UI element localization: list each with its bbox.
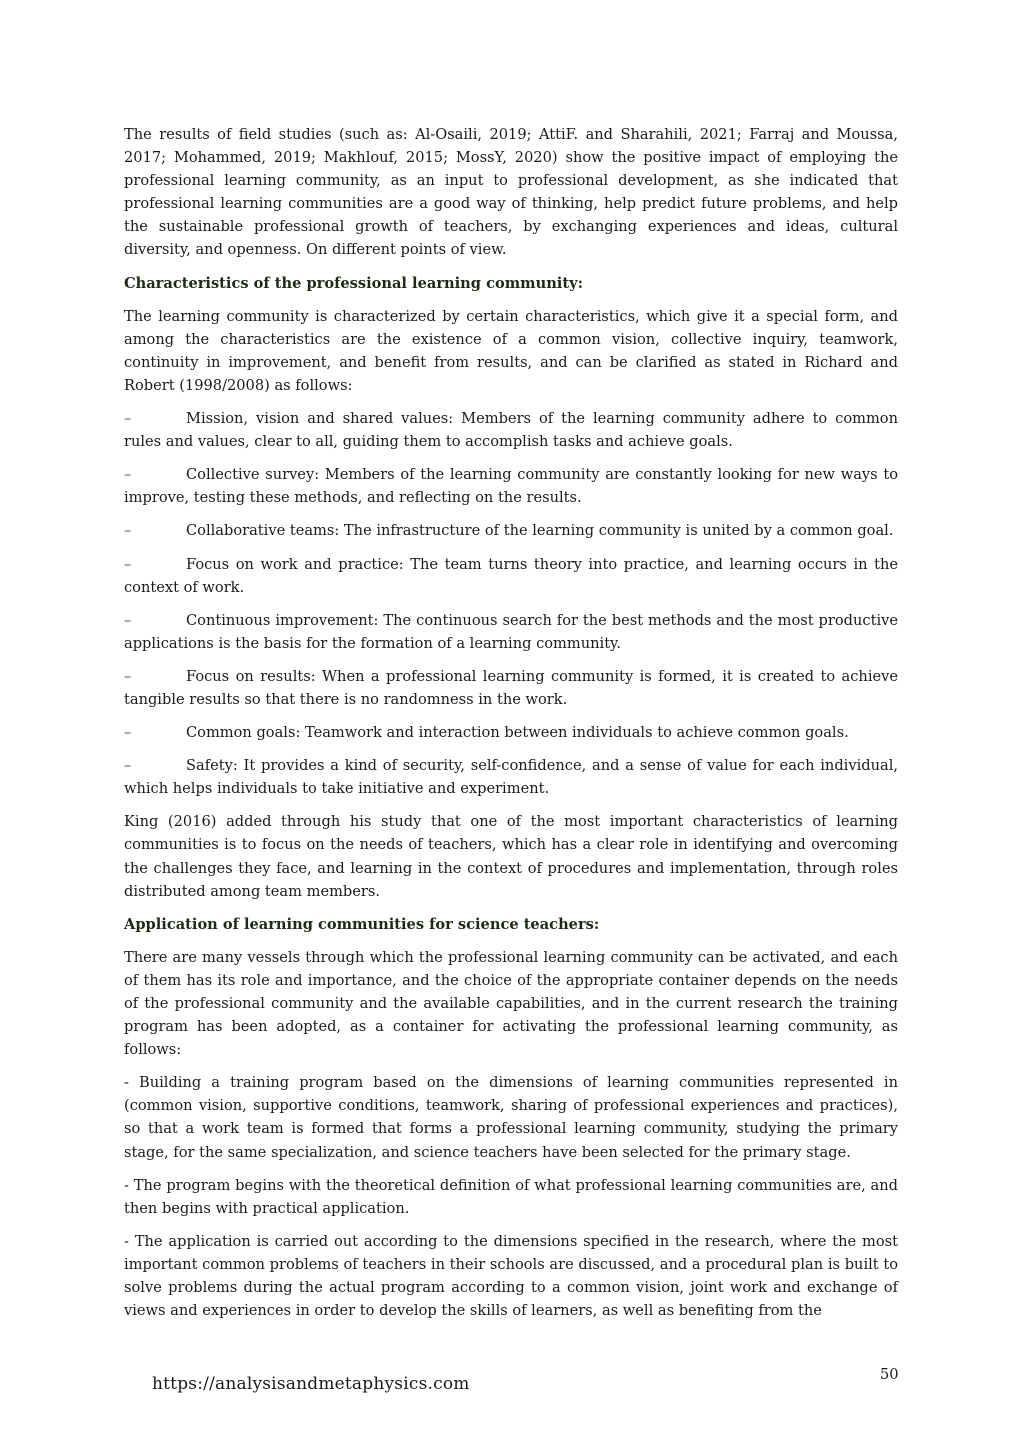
heading-characteristics: Characteristics of the professional learning community:: [124, 274, 583, 292]
list-item: [124, 665, 898, 711]
list-item: [124, 721, 898, 744]
list-item: [124, 519, 898, 542]
intro-paragraph: The results of field studies (such as: Al-Osaili, 2019; AttiF. and Sharahili, 2021; Farraj and Moussa, 2017; Mohammed, 2019; Makhlouf, 2015; MossY, 2020) show the positive impact of employing the professional learning community, as an input to professional development, as she indicated that professional learning communities are a good way of thinking, help predict future problems, and help the sustainable professional growth of teachers, by exchanging experiences and ideas, cultural diversity, and openness. On different points of view.: [124, 126, 898, 259]
list-item: [124, 553, 898, 599]
application-point: - The program begins with the theoretical definition of what professional learning communities are, and then begins with practical application.: [124, 1176, 898, 1217]
page-body: [124, 123, 898, 1332]
bullet-dash: –: [124, 555, 132, 573]
page-number: 50: [880, 1366, 899, 1383]
list-item: [124, 407, 898, 453]
bullet-dash: –: [124, 466, 132, 484]
application-point: - Building a training program based on the dimensions of learning communities represented in (common vision, supportive conditions, teamwork, sharing of professional experiences and practices), so that a work team is formed that forms a professional learning community, studying the primary stage, for the same specialization, and science teachers have been selected for the primary stage.: [124, 1074, 898, 1161]
king-paragraph: King (2016) added through his study that one of the most important characteristics of learning communities is to focus on the needs of teachers, which has a clear role in identifying and overcoming the challenges they face, and learning in the context of procedures and implementation, through roles distributed among team members.: [124, 813, 898, 900]
bullet-dash: –: [124, 410, 132, 428]
list-item: [124, 754, 898, 800]
application-paragraph: There are many vessels through which the professional learning community can be activated, and each of them has its role and importance, and the choice of the appropriate container depends on the needs of the professional community and the available capabilities, and in the current research the training program has been adopted, as a container for activating the professional learning community, as follows:: [124, 948, 898, 1059]
footer-url: https://analysisandmetaphysics.com: [152, 1374, 470, 1394]
list-item: [124, 609, 898, 655]
list-item: [124, 463, 898, 509]
list-item-text: Focus on results: When a professional learning community is formed, it is created to achieve tangible results so that there is no randomness in the work.: [124, 667, 898, 708]
bullet-dash: –: [124, 611, 132, 629]
list-item-text: Collaborative teams: The infrastructure of the learning community is united by a common goal.: [186, 522, 894, 540]
heading-application: Application of learning communities for science teachers:: [124, 915, 600, 933]
bullet-dash: –: [124, 757, 132, 775]
list-item-text: Collective survey: Members of the learning community are constantly looking for new ways to improve, testing these methods, and reflecting on the results.: [124, 466, 898, 507]
list-item-text: Focus on work and practice: The team turns theory into practice, and learning occurs in the context of work.: [124, 555, 898, 596]
bullet-dash: –: [124, 667, 132, 685]
list-item-text: Safety: It provides a kind of security, self-confidence, and a sense of value for each individual, which helps individuals to take initiative and experiment.: [124, 757, 898, 798]
list-item-text: Common goals: Teamwork and interaction between individuals to achieve common goals.: [186, 724, 849, 742]
bullet-dash: –: [124, 522, 132, 540]
list-item-text: Continuous improvement: The continuous search for the best methods and the most productive applications is the basis for the formation of a learning community.: [124, 611, 898, 652]
bullet-dash: –: [124, 724, 132, 742]
application-point: - The application is carried out according to the dimensions specified in the research, where the most important common problems of teachers in their schools are discussed, and a procedural plan is built to solve problems during the actual program according to a common vision, joint work and exchange of views and experiences in order to develop the skills of learners, as well as benefiting from the: [124, 1232, 898, 1320]
characteristics-paragraph: The learning community is characterized by certain characteristics, which give it a special form, and among the characteristics are the existence of a common vision, collective inquiry, teamwork, continuity in improvement, and benefit from results, and can be clarified as stated in Richard and Robert (1998/2008) as follows:: [124, 307, 898, 394]
list-item-text: Mission, vision and shared values: Members of the learning community adhere to common rules and values, clear to all, guiding them to accomplish tasks and achieve goals.: [124, 410, 898, 451]
